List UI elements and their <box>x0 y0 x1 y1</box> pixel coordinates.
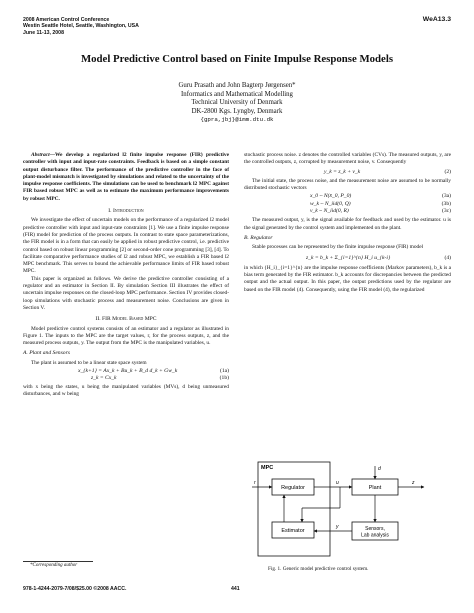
footer-isbn: 978-1-4244-2079-7/08/$25.00 ©2008 AACC. <box>23 586 127 592</box>
equation-3a <box>244 193 451 200</box>
paper-title: Model Predictive Control based on Finite Impulse Response Models <box>80 53 394 65</box>
page-number: 441 <box>231 586 240 592</box>
plant-label: Plant <box>368 485 382 491</box>
equation-1a <box>23 368 229 375</box>
equation-2-number: (2) <box>444 168 451 175</box>
section-heading-mpc: II. FIR Model Based MPC <box>95 316 157 323</box>
session-id: WeA13.3 <box>422 16 451 23</box>
equation-1a-body: x_{k+1} = Ax_k + Bu_k + B_d d_k + Gw_k <box>78 368 178 375</box>
left-column <box>23 152 229 398</box>
author-city: DK-2800 Kgs. Lyngby, Denmark <box>191 107 283 115</box>
intro-paragraph-1: We investigate the effect of uncertain models on the performance of a regularized l2 model predictive controller with input and input-rate constraints [1]. We use a finite impulse response (FIR) model for prediction of the process outputs. In contrast to state space parameterizations, the FIR model is in a form that can easily be applied in robust predictive control, i.e. predictive control based on robust linear programming [2] or second-order cone programming [3], [4]. To facilitate comparative performance studies of l2 and robust MPC, we establish a FIR based l2 MPC benchmark. This serves to bound the achievable performance limits of FIR based robust MPC. <box>23 217 229 275</box>
estimator-label: Estimator <box>281 528 305 534</box>
right-column <box>244 152 451 294</box>
author-names: Guru Prasath and John Bagterp Jørgensen* <box>178 82 296 89</box>
plant-paragraph-2: with x being the states, u being the manipulated variables (MVs), d being unmeasured disturbances, and w being <box>23 383 229 397</box>
equation-3a-number: (3a) <box>441 193 451 200</box>
conference-name: 2008 American Control Conference <box>23 17 110 23</box>
signal-d-label: d <box>378 466 381 472</box>
abstract-text: We develop a regularized l2 finite impulse response (FIR) predictive controller with input and input-rate constraints. Feedback is based on a simple constant output disturbance filter. The performance of the predictive controller in the face of plant-model mismatch is investigated by simulations and related to the uncertainty of the impulse response coefficients. The simulations can be used to benchmark l2 MPC against FIR based robust MPC as well as to estimate the maximum performance improvements by robust MPC. <box>23 152 229 202</box>
author-dept: Informatics and Mathematical Modelling <box>181 90 293 98</box>
mpc-boundary <box>258 462 330 556</box>
author-block <box>10 82 464 125</box>
subsection-plant: A. Plant and Sensors <box>23 350 70 357</box>
conference-dates: June 11-13, 2008 <box>23 29 64 36</box>
conference-venue: Westin Seattle Hotel, Seattle, Washington, USA <box>23 23 139 30</box>
signal-r-label: r <box>254 480 256 486</box>
equation-3a-body: x_0 ~ N(x̄_0, P_0) <box>310 193 352 200</box>
right-paragraph-5: in which {H_i}_{i=1}^{n} are the impulse response coefficients (Markov parameters), b_k is a bias term generated by the FIR estimator. b_k accounts for discrepancies between the predicted output and the actual output. In this paper, the output predictions used by the regulator are based on the FIR model (4). Consequently, using the FIR model (4), the regularized <box>244 264 451 293</box>
subsection-regulator: B. Regulator <box>244 234 273 241</box>
equation-3c <box>244 208 451 215</box>
equation-3c-body: v_k ~ N_iid(0, R) <box>310 208 349 215</box>
equation-4 <box>244 255 451 262</box>
right-paragraph-1: stochastic process noise. z denotes the controlled variables (CVs). The measured outputs, y, are the controlled outputs, z, corrupted by measurement noise, v. Consequently <box>244 152 451 166</box>
equation-1b <box>23 375 229 382</box>
sensors-label-line2: Lab analysis <box>361 532 389 539</box>
figure-caption: Fig. 1. Generic model predictive control system. <box>268 566 369 572</box>
equation-4-number: (4) <box>444 254 451 261</box>
mpc-label: MPC <box>261 465 274 471</box>
equation-2-body: y_k = z_k + v_k <box>324 168 361 175</box>
equation-1b-number: (1b) <box>219 375 229 382</box>
equation-3c-number: (3c) <box>441 208 451 215</box>
footnote: *Corresponding author <box>30 563 78 568</box>
signal-u-label: u <box>336 480 339 486</box>
equation-3b <box>244 201 451 208</box>
mpc-diagram <box>252 458 444 564</box>
author-univ: Technical University of Denmark <box>191 99 283 107</box>
equation-4-body: z_k = b_k + Σ_{i=1}^{n} H_i u_{k-i} <box>306 254 391 261</box>
mpc-paragraph: Model predictive control systems consists of an estimator and a regulator as illustrated in Figure 1. The inputs to the MPC are the target values, r, for the process outputs, z, and the measured process outputs, y. The output from the MPC is the manipulated variables, u. <box>23 325 229 347</box>
abstract <box>23 152 229 203</box>
equation-1b-body: z_k = Cx_k <box>91 375 117 382</box>
author-email: {gpra,jbj}@imm.dtu.dk <box>200 116 274 124</box>
right-paragraph-3: The measured output, y, is the signal available for feedback and used by the estimator. u is the signal generated by the control system and implemented on the plant. <box>244 217 451 231</box>
footnote-rule <box>23 561 93 562</box>
conference-header <box>23 17 139 36</box>
signal-y-label: y <box>336 524 339 530</box>
section-heading-intro: I. Introduction <box>108 208 144 215</box>
sensors-label-line1: Sensors, <box>365 526 385 532</box>
right-paragraph-2: The initial state, the process noise, and the measurement noise are assumed to be normally distributed stochastic vectors <box>244 177 451 192</box>
plant-paragraph: The plant is assumed to be a linear state space system <box>31 359 147 366</box>
abstract-lead: Abstract— <box>31 152 55 158</box>
signal-z-label: z <box>412 480 415 486</box>
regulator-label: Regulator <box>281 485 305 491</box>
equation-1a-number: (1a) <box>219 368 229 375</box>
equation-3b-body: w_k ~ N_iid(0, Q) <box>310 200 351 207</box>
equation-2 <box>244 169 451 176</box>
equation-3b-number: (3b) <box>441 200 451 207</box>
intro-paragraph-2: This paper is organized as follows. We derive the predictive controller consisting of a regulator and an estimator in Section II. By simulation Section III illustrates the effect of uncertain impulse responses on the closed-loop MPC performance. Section IV provides closed-loop simulations with stochastic process and measurement noise. Conclusions are given in Section V. <box>23 275 229 311</box>
right-paragraph-4: Stable processes can be represented by the finite impulse response (FIR) model <box>252 244 424 251</box>
